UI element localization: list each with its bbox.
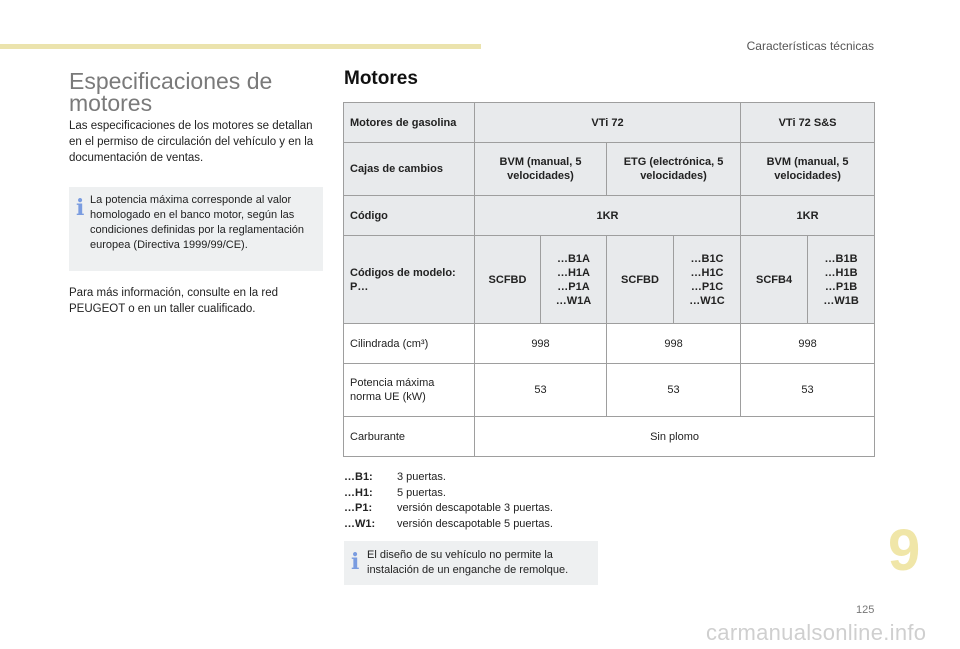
cell: 53 [741,364,875,417]
cell [808,236,875,324]
legend-desc: 5 puertas. [397,486,446,499]
cell: VTi 72 [475,103,741,143]
variant-code: …W1A [555,294,592,307]
table-row [344,324,875,364]
variant-code: …B1C [690,252,724,265]
legend-desc: 3 puertas. [397,471,446,483]
variant-code: …P1A [557,280,590,293]
cell: VTi 72 S&S [741,103,875,143]
cell: BVM (manual, 5 velocidades) [475,143,607,196]
table-row [344,196,875,236]
table-row [344,143,875,196]
table-row [344,236,875,324]
variant-code: …B1B [824,252,858,265]
row-label: Motores de gasolina [344,103,475,143]
legend-key: …H1: [344,486,373,499]
cell: BVM (manual, 5 velocidades) [741,143,875,196]
legend-item [344,501,553,517]
info-note [69,187,323,271]
info-note-text: La potencia máxima corresponde al valor homologado en el banco motor, según las condiciones definidas por la reglamentación europea (Directiva 1999/99/CE). [90,194,305,251]
legend-item [344,470,553,486]
row-label: Cajas de cambios [344,143,475,196]
cell: 1KR [475,196,741,236]
row-label: Carburante [344,417,475,457]
cell: SCFBD [475,236,541,324]
motores-heading: Motores [344,68,418,89]
section-header: Características técnicas [746,39,874,53]
watermark: carmanualsonline.info [706,620,927,645]
cell: 1KR [741,196,875,236]
more-info-paragraph: Para más información, consulte en la red PEUGEOT o en un taller cualificado. [69,287,279,315]
model-code-legend [344,470,553,532]
cell [541,236,607,324]
legend-item [344,486,553,502]
table-row [344,103,875,143]
table-row [344,417,875,457]
cell: Sin plomo [475,417,875,457]
header-accent-bar [0,44,481,49]
row-label: Cilindrada (cm³) [344,324,475,364]
page-number: 125 [856,604,875,616]
variant-code: …P1C [690,280,724,293]
info-icon: i [351,549,360,575]
row-label: Códigos de modelo: P… [344,236,475,324]
cell: 53 [475,364,607,417]
towbar-note-text: El diseño de su vehículo no permite la instalación de un enganche de remolque. [367,549,569,576]
cell: 998 [607,324,741,364]
info-icon: i [76,195,85,221]
chapter-number: 9 [888,518,921,583]
legend-key: …B1: [344,471,373,483]
variant-code: …H1B [824,266,858,279]
variant-code: …W1C [689,294,725,307]
table-row [344,364,875,417]
variant-code: …W1B [823,294,859,307]
legend-item [344,517,553,533]
cell: SCFB4 [741,236,808,324]
engine-spec-table [343,102,875,457]
legend-key: …P1: [344,502,373,514]
cell: SCFBD [607,236,674,324]
intro-paragraph: Las especificaciones de los motores se detallan en el permiso de circulación del vehículo y en la documentación de ventas. [69,120,314,164]
towbar-note [344,541,598,585]
legend-key: …W1: [344,517,376,530]
row-label: Código [344,196,475,236]
variant-code: …H1C [690,266,724,279]
cell: 998 [475,324,607,364]
cell: ETG (electrónica, 5 velocidades) [607,143,741,196]
legend-desc: versión descapotable 5 puertas. [397,517,553,530]
page-title: Especificaciones de motores [69,68,273,116]
cell: 998 [741,324,875,364]
variant-code: …H1A [556,266,590,279]
variant-code: …P1B [824,280,858,293]
cell [674,236,741,324]
legend-desc: versión descapotable 3 puertas. [397,502,553,514]
row-label: Potencia máxima norma UE (kW) [344,364,475,417]
variant-code: …B1A [556,252,590,265]
cell: 53 [607,364,741,417]
